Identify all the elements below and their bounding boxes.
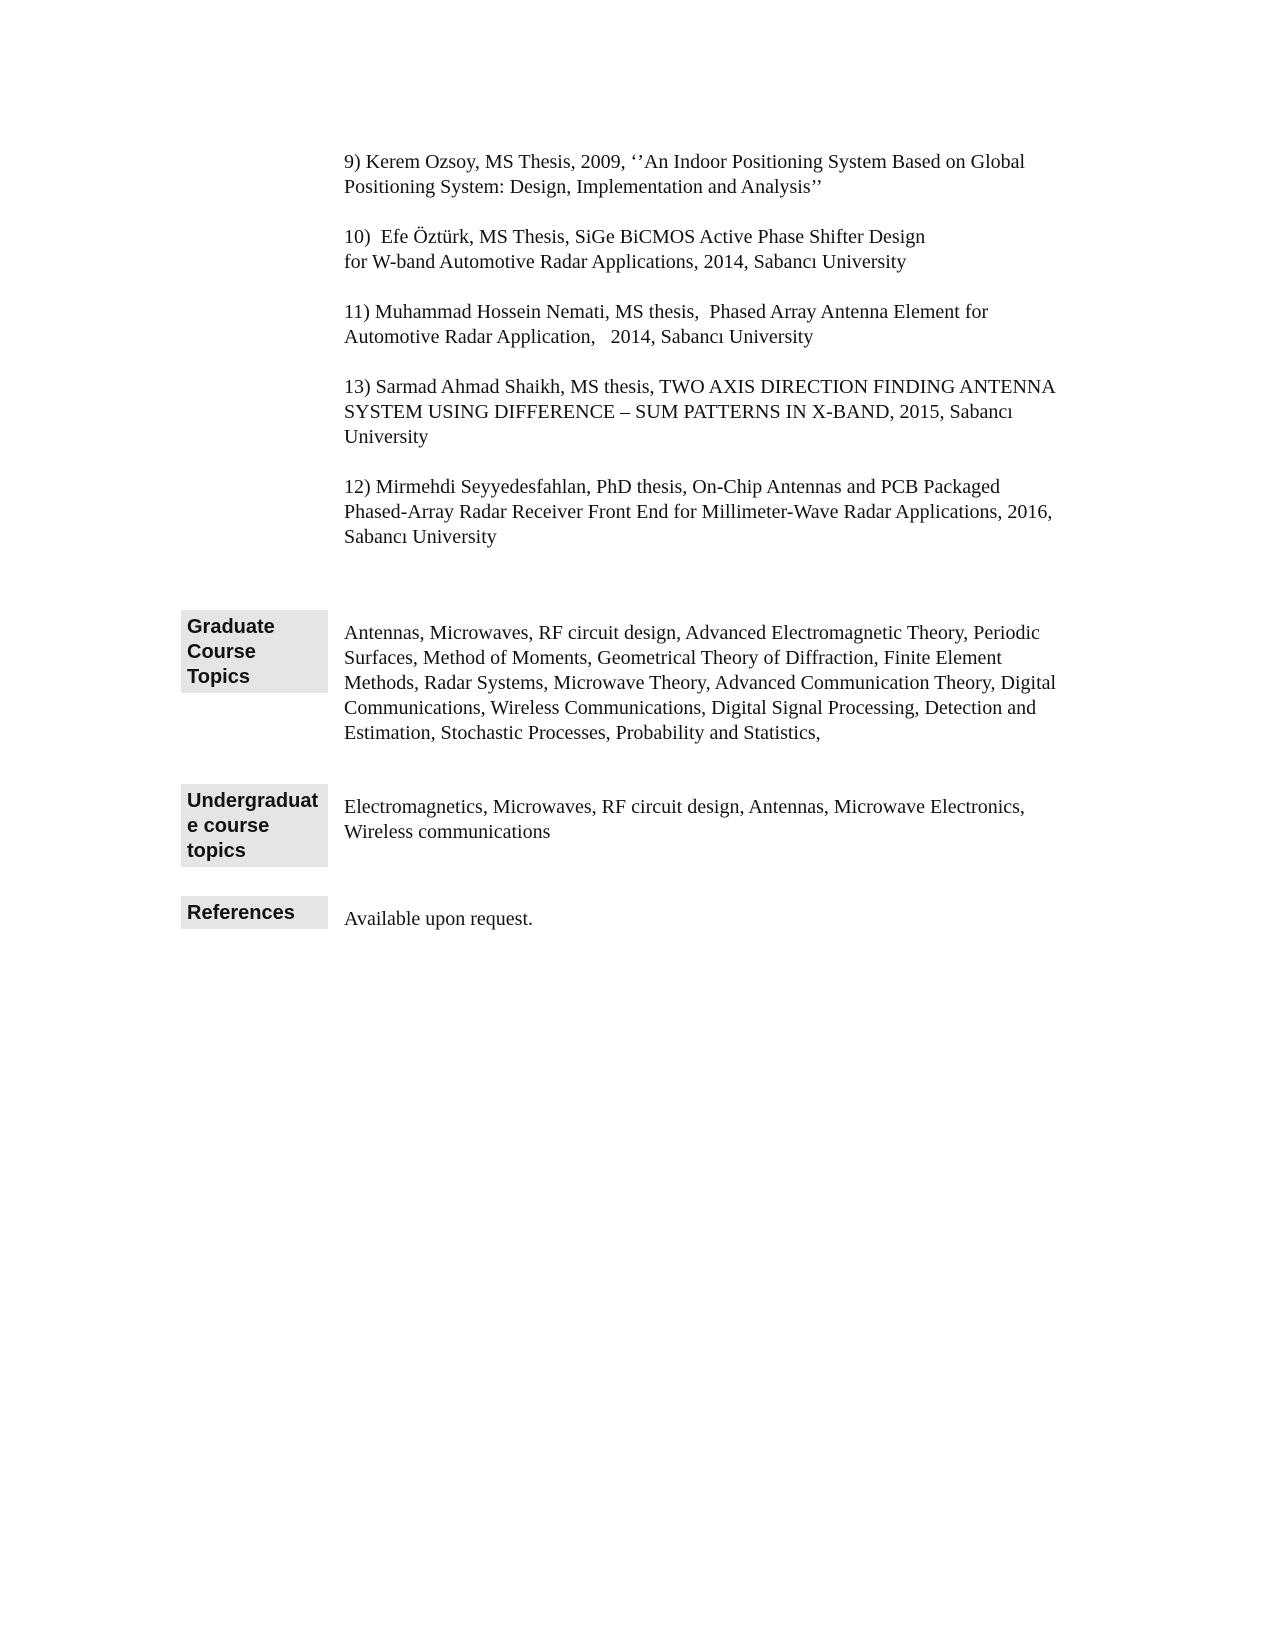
label-line: topics xyxy=(187,840,246,862)
content-line: Communications, Wireless Communications, Digital Signal Processing, Detection and xyxy=(344,697,1037,719)
graduate-topics-label xyxy=(181,610,328,693)
label-line: References xyxy=(187,902,295,924)
references-content xyxy=(344,907,1104,932)
content-line: Estimation, Stochastic Processes, Probability and Statistics, xyxy=(344,722,821,744)
thesis-line: Sabancı University xyxy=(344,526,497,548)
thesis-line: Phased-Array Radar Receiver Front End for Millimeter-Wave Radar Applications, 2016, xyxy=(344,501,1053,523)
content-line: Antennas, Microwaves, RF circuit design, Advanced Electromagnetic Theory, Periodic xyxy=(344,622,1040,644)
thesis-line: 9) Kerem Ozsoy, MS Thesis, 2009, ‘’An Indoor Positioning System Based on Global xyxy=(344,151,1026,173)
thesis-entry-9 xyxy=(344,150,1104,200)
thesis-entry-10 xyxy=(344,225,1104,275)
thesis-line: University xyxy=(344,426,429,448)
thesis-line: 10) Efe Öztürk, MS Thesis, SiGe BiCMOS Active Phase Shifter Design xyxy=(344,226,926,248)
undergraduate-topics-label xyxy=(181,784,328,867)
content-line: Available upon request. xyxy=(344,908,534,930)
label-line: Undergraduat xyxy=(187,790,319,812)
content-line: Wireless communications xyxy=(344,821,551,843)
thesis-line: 12) Mirmehdi Seyyedesfahlan, PhD thesis, On-Chip Antennas and PCB Packaged xyxy=(344,476,1001,498)
thesis-line: 13) Sarmad Ahmad Shaikh, MS thesis, TWO AXIS DIRECTION FINDING ANTENNA xyxy=(344,376,1056,398)
content-line: Surfaces, Method of Moments, Geometrical Theory of Diffraction, Finite Element xyxy=(344,647,1002,669)
thesis-line: SYSTEM USING DIFFERENCE – SUM PATTERNS IN X-BAND, 2015, Sabancı xyxy=(344,401,1013,423)
thesis-line: Automotive Radar Application, 2014, Sabancı University xyxy=(344,326,814,348)
thesis-line: Positioning System: Design, Implementation and Analysis’’ xyxy=(344,176,823,198)
content-line: Electromagnetics, Microwaves, RF circuit design, Antennas, Microwave Electronics, xyxy=(344,796,1025,818)
thesis-entry-11 xyxy=(344,300,1104,350)
references-label xyxy=(181,896,328,929)
label-line: e course xyxy=(187,815,270,837)
label-line: Graduate xyxy=(187,616,275,638)
graduate-topics-content xyxy=(344,621,1104,746)
thesis-entry-12 xyxy=(344,475,1104,550)
label-line: Topics xyxy=(187,666,250,688)
content-line: Methods, Radar Systems, Microwave Theory, Advanced Communication Theory, Digital xyxy=(344,672,1057,694)
thesis-list xyxy=(344,150,1104,575)
thesis-line: 11) Muhammad Hossein Nemati, MS thesis, Phased Array Antenna Element for xyxy=(344,301,989,323)
undergraduate-topics-content xyxy=(344,795,1104,845)
label-line: Course xyxy=(187,641,256,663)
thesis-line: for W-band Automotive Radar Applications, 2014, Sabancı University xyxy=(344,251,907,273)
thesis-entry-13 xyxy=(344,375,1104,450)
